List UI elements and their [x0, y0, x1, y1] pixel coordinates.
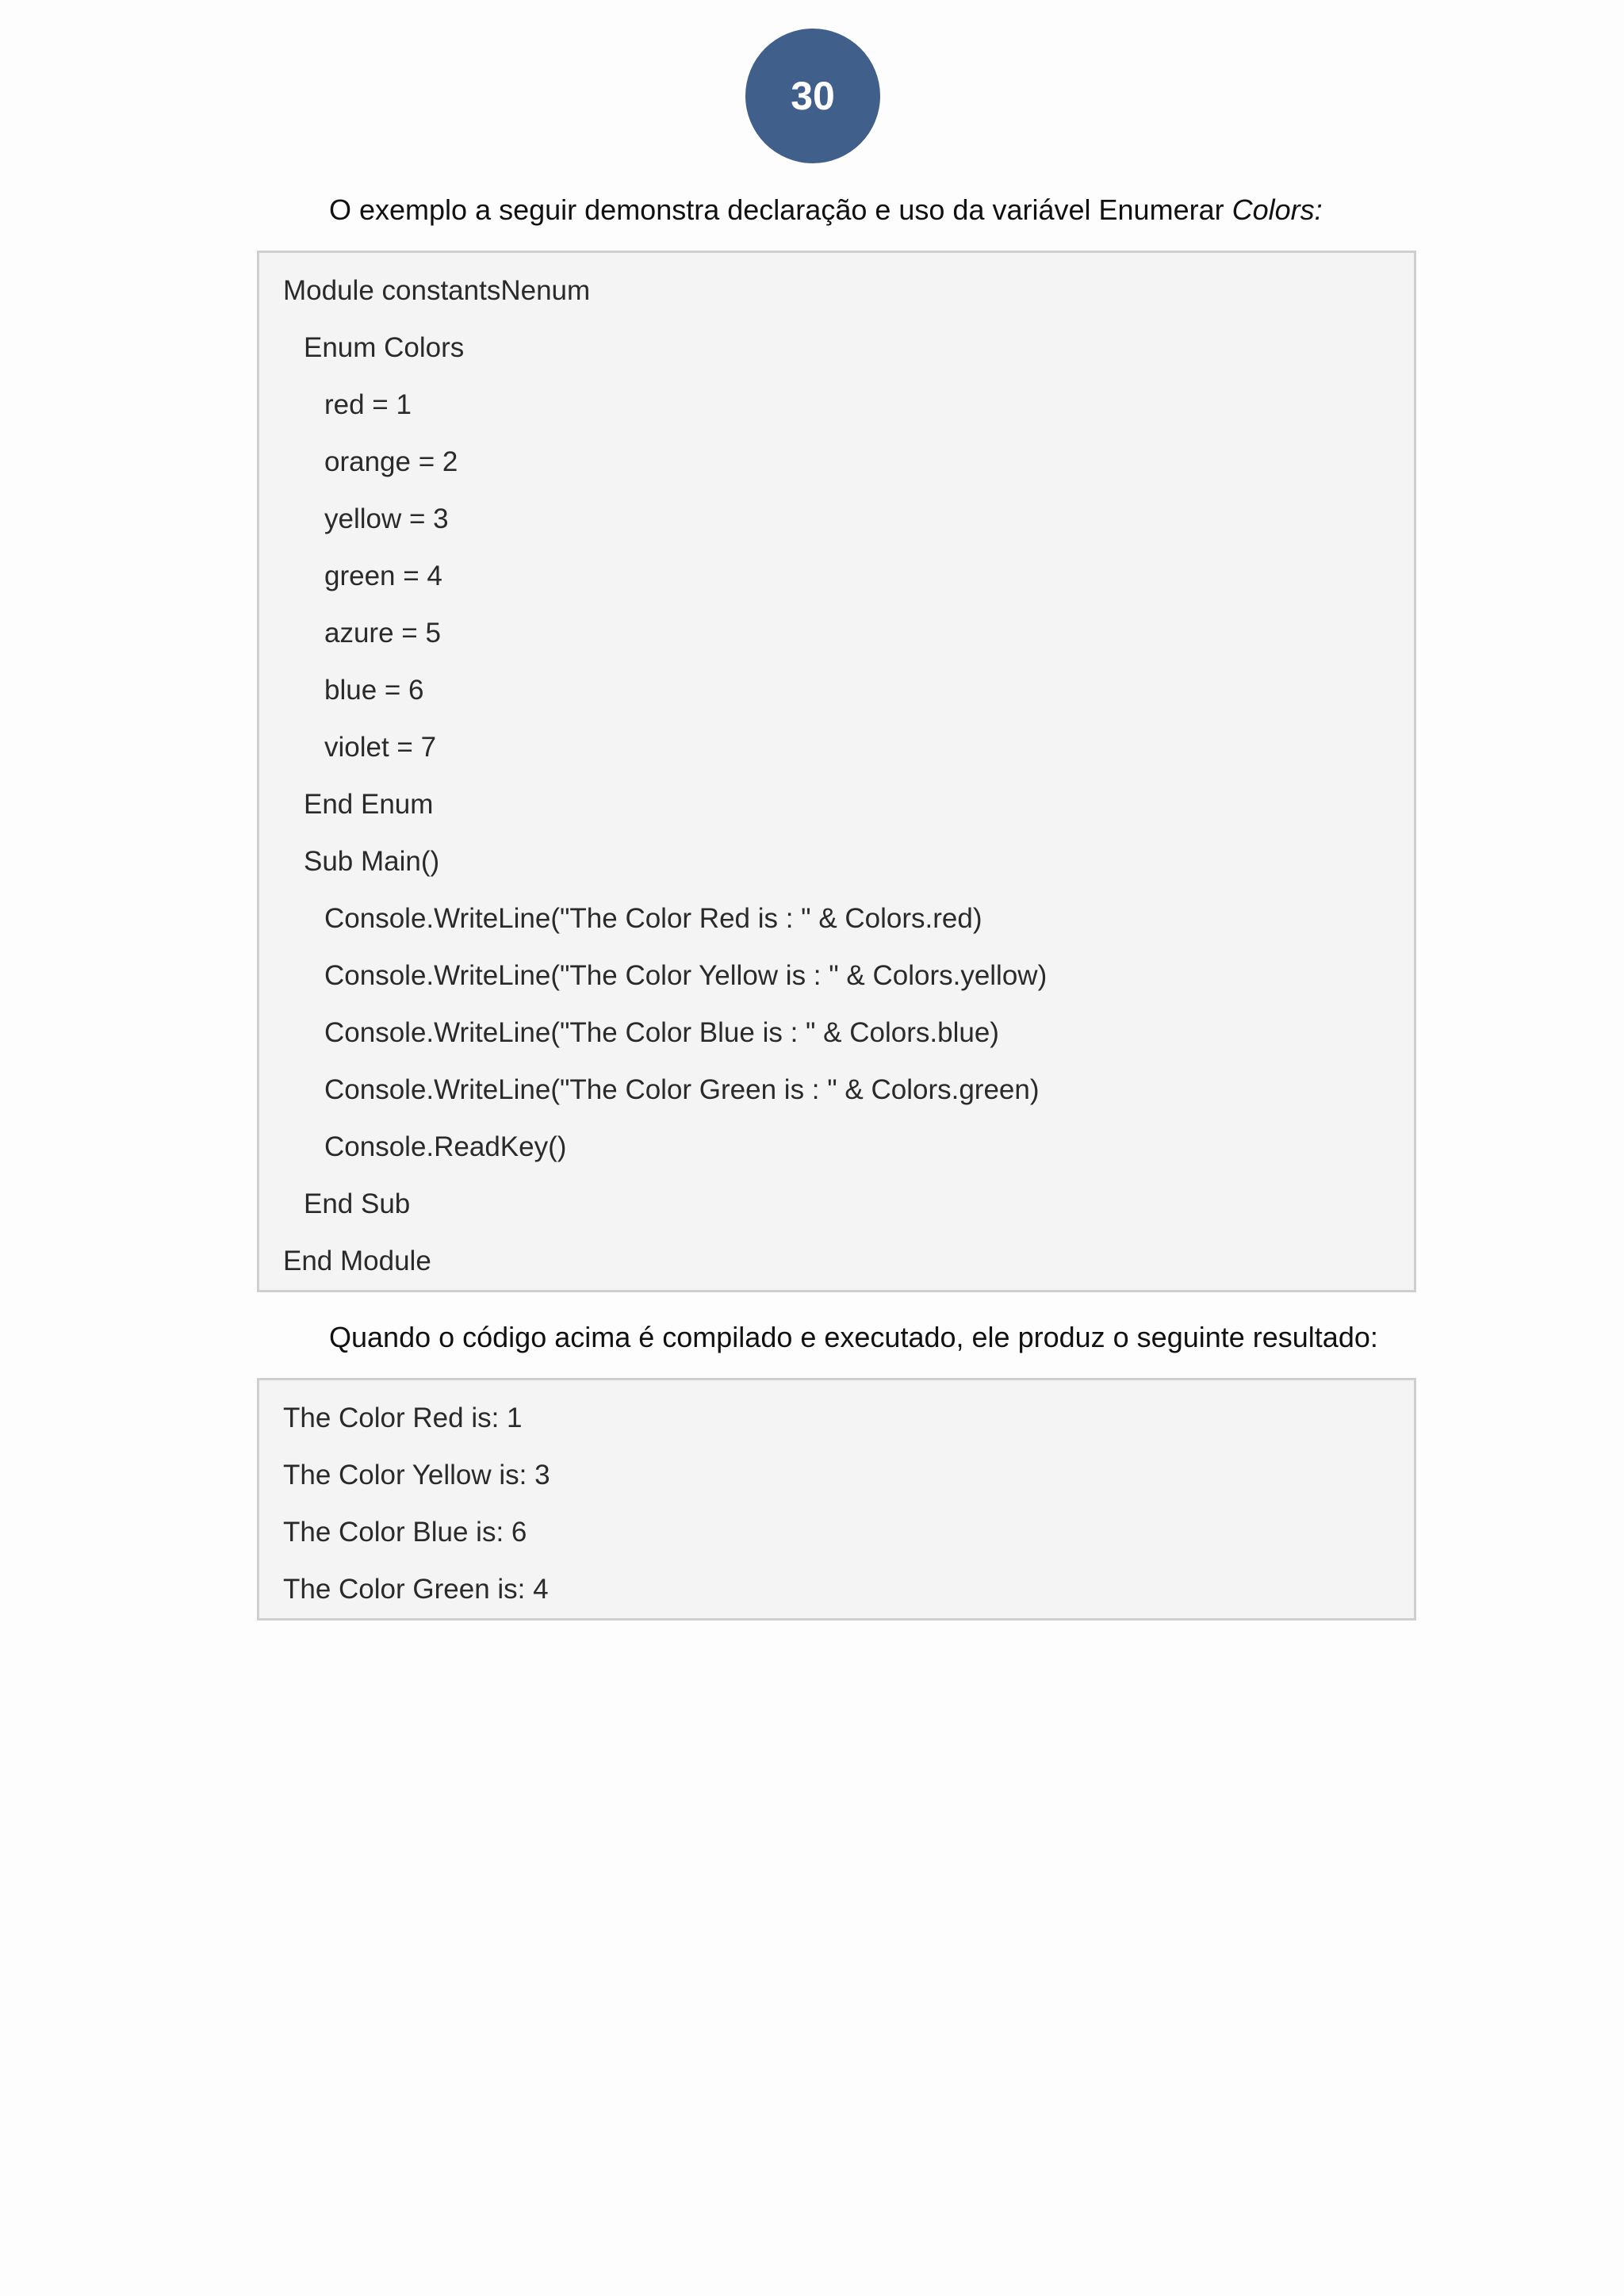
output-line: The Color Blue is: 6: [283, 1517, 527, 1548]
page-number-badge: 30: [745, 29, 880, 163]
output-line: The Color Green is: 4: [283, 1574, 549, 1605]
code-line: End Sub: [304, 1188, 411, 1219]
code-line: End Module: [283, 1246, 431, 1276]
output-block: [257, 1378, 1416, 1621]
intro-paragraph: [329, 190, 1323, 230]
result-intro-paragraph: Quando o código acima é compilado e executado, ele produz o seguinte resultado:: [329, 1321, 1378, 1353]
code-block: [257, 251, 1416, 1292]
code-line: orange = 2: [324, 446, 458, 477]
code-line: End Enum: [304, 789, 434, 820]
code-line: Module constantsNenum: [283, 275, 591, 306]
output-line: The Color Yellow is: 3: [283, 1460, 550, 1490]
code-line: Console.WriteLine("The Color Yellow is : " & Colors.yellow): [324, 960, 1048, 991]
intro-emphasis: Colors:: [1231, 193, 1323, 226]
code-line: Console.WriteLine("The Color Blue is : " & Colors.blue): [324, 1017, 999, 1048]
code-line: green = 4: [324, 561, 442, 591]
code-line: red = 1: [324, 389, 412, 420]
code-line: violet = 7: [324, 732, 437, 763]
code-line: Console.WriteLine("The Color Green is : " & Colors.green): [324, 1074, 1040, 1105]
code-line: azure = 5: [324, 618, 441, 649]
output-line: The Color Red is: 1: [283, 1402, 523, 1433]
code-line: yellow = 3: [324, 503, 449, 534]
intro-text: O exemplo a seguir demonstra declaração e uso da variável Enumerar: [329, 193, 1232, 226]
code-line: Enum Colors: [304, 332, 465, 363]
code-line: Console.ReadKey(): [324, 1131, 567, 1162]
code-line: Console.WriteLine("The Color Red is : " & Colors.red): [324, 903, 982, 934]
code-line: Sub Main(): [304, 846, 440, 877]
code-line: blue = 6: [324, 675, 424, 706]
